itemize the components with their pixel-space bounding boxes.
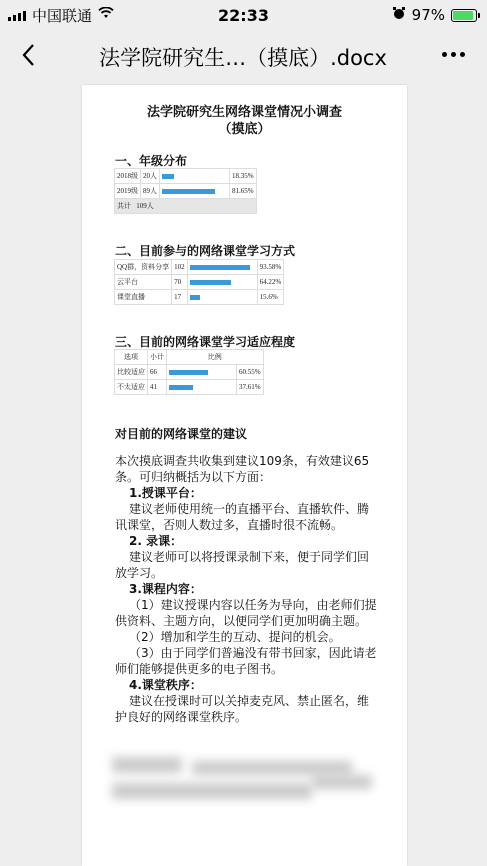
row-count: 41 — [148, 380, 167, 395]
row-pct: 93.58% — [257, 260, 284, 275]
nav-bar — [0, 30, 487, 80]
grade-table — [114, 168, 257, 214]
row-count: 89人 — [141, 184, 160, 199]
subheading: 1.授课平台： — [129, 486, 202, 500]
row-pct: 81.65% — [230, 184, 257, 199]
battery-percent: 97% — [411, 6, 445, 24]
redacted-text — [312, 775, 372, 789]
row-label: QQ群，资料分享 — [115, 260, 172, 275]
progress-bar-fill — [190, 265, 251, 270]
row-bar — [187, 260, 257, 275]
row-count: 102 — [172, 260, 188, 275]
row-label: 课堂直播 — [115, 290, 172, 305]
row-label: 2019级 — [115, 184, 141, 199]
col-header-ratio: 比例 — [167, 350, 264, 365]
paragraph: （3）由于同学们普遍没有带书回家，因此请老师们能够提供更多的电子图书。 — [115, 646, 377, 676]
doc-title — [82, 104, 407, 138]
table-row — [115, 290, 284, 305]
progress-bar-fill — [190, 295, 200, 300]
row-label: 不太适应 — [115, 380, 148, 395]
row-bar — [187, 275, 257, 290]
total-label: 共计 — [117, 202, 131, 210]
row-pct: 60.55% — [237, 365, 264, 380]
table-row — [115, 275, 284, 290]
row-bar — [160, 184, 230, 199]
paragraph: （2）增加和学生的互动、提问的机会。 — [129, 630, 341, 644]
subheading: 4.课堂秩序： — [129, 678, 202, 692]
row-bar — [167, 365, 237, 380]
carrier-label: 中国联通 — [32, 6, 93, 25]
row-label: 2018级 — [115, 169, 141, 184]
progress-bar-fill — [190, 280, 232, 285]
intro-paragraph: 本次摸底调查共收集到建议109条，有效建议65条。可归纳概括为以下方面： — [115, 454, 370, 484]
paragraph: 建议老师使用统一的直播平台、直播软件、腾讯课堂，否则人数过多，直播时很不流畅。 — [115, 502, 370, 532]
row-pct: 37.61% — [237, 380, 264, 395]
row-count: 20人 — [141, 169, 160, 184]
paragraph: 建议在授课时可以关掉麦克风、禁止匿名，维护良好的网络课堂秩序。 — [115, 694, 370, 724]
total-value: 109人 — [136, 202, 154, 210]
status-bar — [0, 0, 487, 30]
alarm-icon — [392, 6, 406, 24]
chevron-left-icon — [16, 40, 42, 70]
method-table — [114, 259, 284, 305]
row-label: 比较适应 — [115, 365, 148, 380]
table-total-row — [115, 199, 257, 214]
status-time: 22:33 — [218, 5, 269, 25]
redacted-text — [192, 761, 352, 775]
row-count: 70 — [172, 275, 188, 290]
row-bar — [187, 290, 257, 305]
col-header-subtotal: 小计 — [148, 350, 167, 365]
subheading: 2. 录课： — [129, 534, 183, 548]
row-count: 66 — [148, 365, 167, 380]
adapt-table — [114, 349, 264, 395]
row-bar — [167, 380, 237, 395]
more-dots-icon — [442, 52, 447, 57]
more-button[interactable] — [442, 52, 465, 57]
redacted-text — [112, 783, 312, 799]
progress-bar-fill — [169, 370, 208, 375]
row-pct: 64.22% — [257, 275, 284, 290]
row-count: 17 — [172, 290, 188, 305]
paragraph: 建议老师可以将授课录制下来，便于同学们回放学习。 — [115, 550, 370, 580]
doc-title-line2: （摸底） — [218, 122, 271, 137]
table-row — [115, 365, 264, 380]
table-row — [115, 169, 257, 184]
paragraph: （1）建议授课内容以任务为导向，由老师们提供资料、主题方向，以便同学们更加明确主题。 — [115, 598, 377, 628]
section-heading: 对目前的网络课堂的建议 — [115, 427, 248, 441]
suggestions-text — [115, 453, 377, 725]
row-bar — [160, 169, 230, 184]
row-pct: 15.6% — [257, 290, 284, 305]
progress-bar-fill — [162, 189, 215, 194]
section-heading: 一、年级分布 — [115, 154, 188, 168]
table-row — [115, 260, 284, 275]
col-header-option: 选项 — [115, 350, 148, 365]
table-header-row — [115, 350, 264, 365]
table-row — [115, 184, 257, 199]
redacted-text — [112, 757, 182, 773]
table-row — [115, 380, 264, 395]
row-label: 云平台 — [115, 275, 172, 290]
document-page[interactable] — [82, 85, 407, 866]
progress-bar-fill — [162, 174, 174, 179]
doc-title-line1: 法学院研究生网络课堂情况小调查 — [146, 105, 342, 120]
row-pct: 18.35% — [230, 169, 257, 184]
progress-bar-fill — [169, 385, 193, 390]
section-heading: 二、目前参与的网络课堂学习方式 — [115, 244, 296, 258]
battery-icon — [451, 9, 477, 22]
subheading: 3.课程内容： — [129, 582, 202, 596]
document-title: 法学院研究生…（摸底）.docx — [99, 46, 387, 70]
section-heading: 三、目前的网络课堂学习适应程度 — [115, 335, 296, 349]
back-button[interactable] — [16, 40, 42, 70]
